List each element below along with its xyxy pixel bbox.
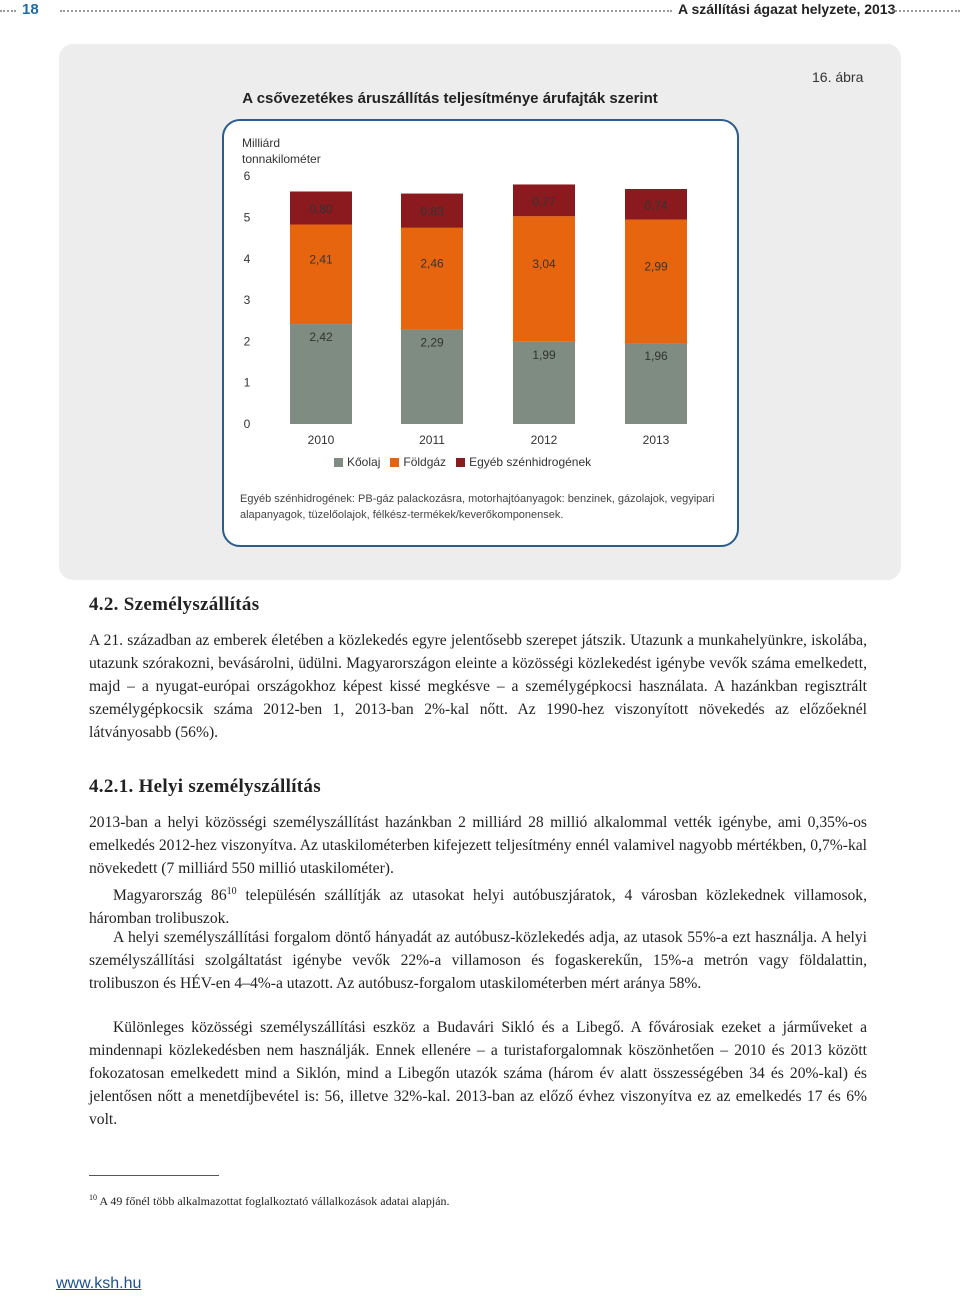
y-tick-label: 4 [243,251,251,266]
running-title: A szállítási ágazat helyzete, 2013 [678,1,896,17]
data-label: 0,74 [644,198,668,213]
y-tick-label: 2 [243,334,251,349]
data-label: 2,42 [309,330,333,345]
subsection-paragraph-4: Különleges közösségi személyszállítási eszköz a Budavári Sikló és a Libegő. A fővárosiak ezeket a járműveket a mindennapi közlekedésben nem használják. Ennek ellenére – a turistaforgalomnak köszönhetően – 2010 és 2013 között fokozatosan emelkedett mind a Siklón, mind a Libegőn utazók száma (három év alatt összességében 34 és 20%-kal) és jelentősen nőtt a menetdíjbevétel is: 56, illetve 32%-kal. 2013-ban az előző évhez viszonyítva ez az emelkedés 17 és 6% volt. [89,1019,867,1128]
footnote-text: A 49 főnél több alkalmazottat foglalkoztató vállalkozások adatai alapján. [97,1194,450,1208]
data-label: 1,99 [532,347,556,362]
p2-text-before: Magyarország 86 [113,887,227,905]
footnote [89,1193,450,1209]
subsection-heading: 4.2.1. Helyi személyszállítás [89,776,321,797]
figure-label: 16. ábra [812,69,864,85]
x-tick-label: 2010 [307,433,335,447]
stacked-bar-chart [0,0,960,480]
data-label: 2,41 [309,252,333,267]
footnote-number: 10 [89,1193,97,1202]
bar-segment [401,228,463,330]
legend-item-foldgaz [390,455,446,469]
legend-item-egyeb [456,455,591,469]
bar-segment [625,220,687,343]
footnote-ref: 10 [226,886,237,897]
section-heading: 4.2. Személyszállítás [89,594,260,615]
legend-swatch-koolaj [334,458,343,467]
data-label: 1,96 [644,349,668,364]
data-label: 2,99 [644,259,668,274]
x-tick-label: 2011 [419,433,445,447]
section-paragraph: A 21. században az emberek életében a közlekedés egyre jelentősebb szerepet játszik. Utazunk a munkahelyünkre, iskolába, utazunk szórakozni, bevásárolni, üdülni. Magyarországon eleinte a közösségi közlekedést igénybe vevők száma emelkedett, majd – a nyugat-európai országokhoz képest kissé megkésve – a személygépkocsi használata. A hazánkban regisztrált személygépkocsik száma 2012-ben 1, 2013-ban 2%-kal nőtt. Az 1990-hez viszonyított növekedés az előzőeknél látványosabb (56%). [89,632,867,741]
legend-label-foldgaz: Földgáz [403,455,447,469]
data-label: 0,77 [532,194,556,209]
y-tick-label: 5 [243,210,251,225]
y-tick-label: 1 [243,375,251,390]
figure-title: A csővezetékes áruszállítás teljesítménye árufajták szerint [242,90,658,107]
p2-text-after: településén szállítják az utasokat helyi autóbuszjáratok, 4 városban közlekednek villamosok, háromban trolibuszok. [89,887,868,928]
subsection-paragraph-1: 2013-ban a helyi közösségi személyszállítást hazánkban 2 milliárd 28 millió alkalommal vették igénybe, ami 0,35%-os emelkedés 2012-hez viszonyítva. Az utaskilométerben kifejezett teljesítmény ennél valamivel nagyobb mértékben, 0,7%-kal növekedett (7 milliárd 550 millió utaskilométer). [89,814,867,877]
data-label: 3,04 [532,257,556,272]
data-label: 0,83 [420,204,444,219]
x-tick-label: 2012 [530,433,558,447]
legend-item-koolaj [334,455,380,469]
figure-note: Egyéb szénhidrogének: PB-gáz palackozásra, motorhajtóanyagok: benzinek, gázolajok, vegyipari alapanyagok, tüzelőolajok, félkész-termékek/keverőkomponensek. [240,493,715,521]
page-number: 18 [22,1,39,18]
data-label: 2,46 [420,256,444,271]
y-tick-label: 0 [243,417,251,431]
bar-segment [290,225,352,325]
x-tick-label: 2013 [642,433,670,447]
legend-swatch-foldgaz [390,458,399,467]
legend-label-koolaj: Kőolaj [347,455,381,469]
legend-swatch-egyeb [456,458,465,467]
data-label: 0,80 [309,202,333,217]
unit-line-2: tonnakilométer [242,152,321,166]
footnote-rule [89,1175,219,1176]
legend-label-egyeb: Egyéb szénhidrogének [469,455,592,469]
unit-line-1: Milliárd [242,136,281,150]
subsection-paragraph-3: A helyi személyszállítási forgalom döntő hányadát az autóbusz-közlekedés adja, az utasok 55%-a ezt használja. A helyi személyszállítási szolgáltatást igénybe vevők 22%-a villamoson és fogaskerekűn, 15%-a metrón vagy földalattin, trolibuszon és HÉV-en 4–4%-a utazott. Az autóbusz-forgalom utaskilométerben mért aránya 58%. [89,929,867,992]
subsection-paragraph-2 [89,880,867,930]
y-tick-label: 6 [243,169,251,184]
bar-segment [513,216,575,342]
data-label: 2,29 [420,335,444,350]
chart-legend [334,455,591,469]
footer-link[interactable]: www.ksh.hu [56,1275,142,1292]
y-tick-label: 3 [243,293,251,308]
